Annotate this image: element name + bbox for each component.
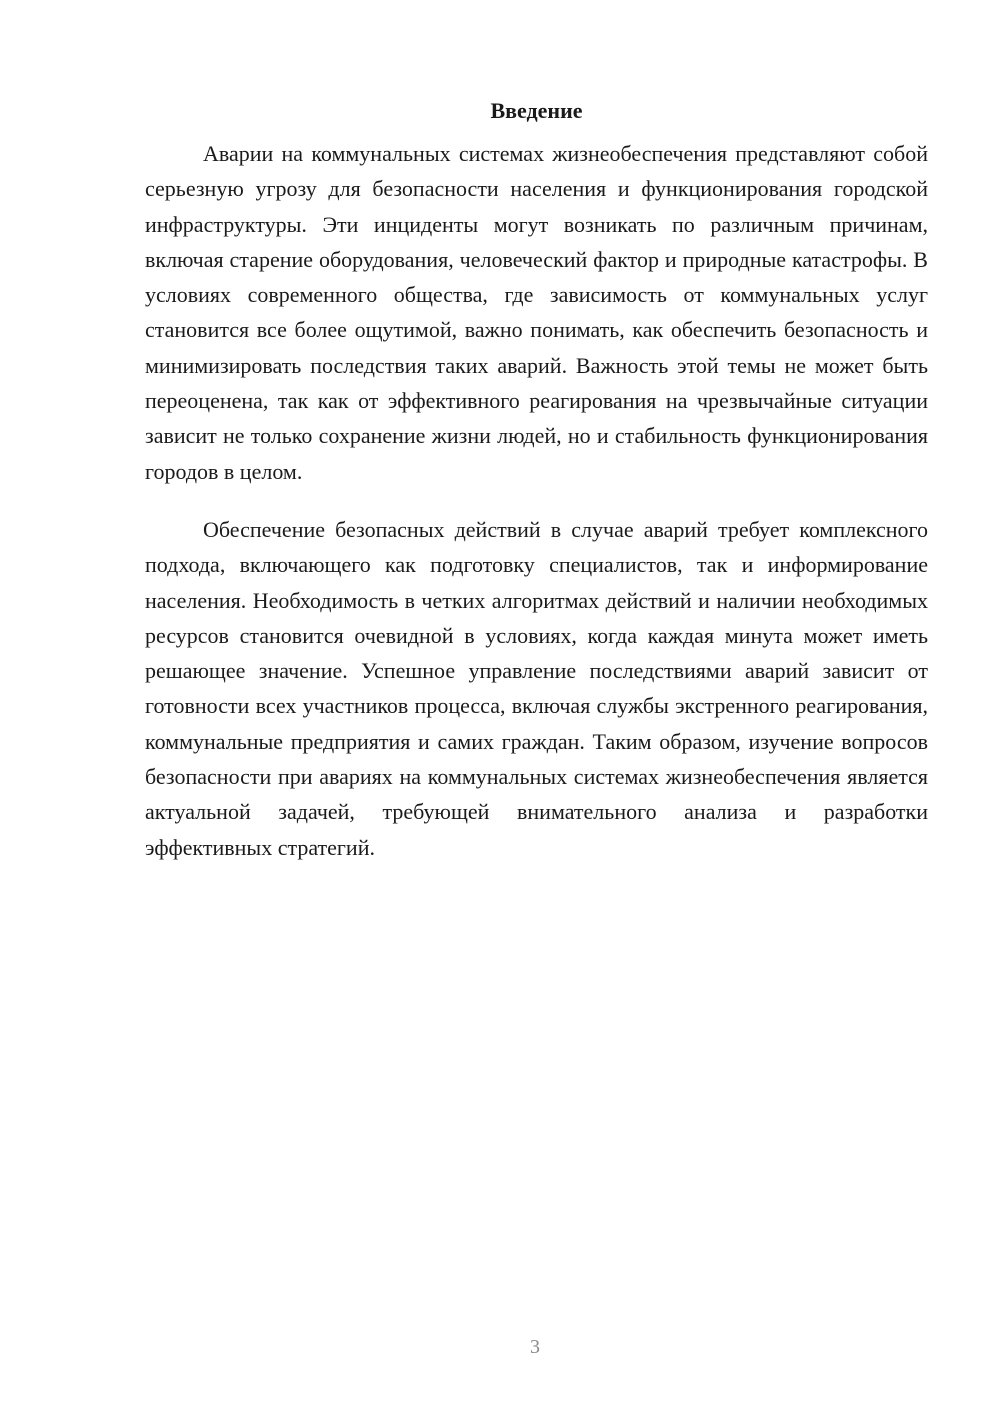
page-number: 3 [530,1336,540,1358]
page-content [145,95,928,865]
paragraph: Обеспечение безопасных действий в случае аварий требует комплексного подхода, включающего как подготовку специалистов, так и информирование населения. Необходимость в четких алгоритмах действий и наличии необходимых ресурсов становится очевидной в условиях, когда каждая минута может иметь решающее значение. Успешное управление последствиями аварий зависит от готовности всех участников процесса, включая службы экстренного реагирования, коммунальные предприятия и самих граждан. Таким образом, изучение вопросов безопасности при авариях на коммунальных системах жизнеобеспечения является актуальной задачей, требующей внимательного анализа и разработки эффективных стратегий. [145,516,928,860]
section-title: Введение [490,98,583,123]
paragraph: Аварии на коммунальных системах жизнеобеспечения представляют собой серьезную угрозу для безопасности населения и функционирования городской инфраструктуры. Эти инциденты могут возникать по различным причинам, включая старение оборудования, человеческий фактор и природные катастрофы. В условиях современного общества, где зависимость от коммунальных услуг становится все более ощутимой, важно понимать, как обеспечить безопасность и минимизировать последствия таких аварий. Важность этой темы не может быть переоценена, так как от эффективного реагирования на чрезвычайные ситуации зависит не только сохранение жизни людей, но и стабильность функционирования городов в целом. [145,141,928,484]
